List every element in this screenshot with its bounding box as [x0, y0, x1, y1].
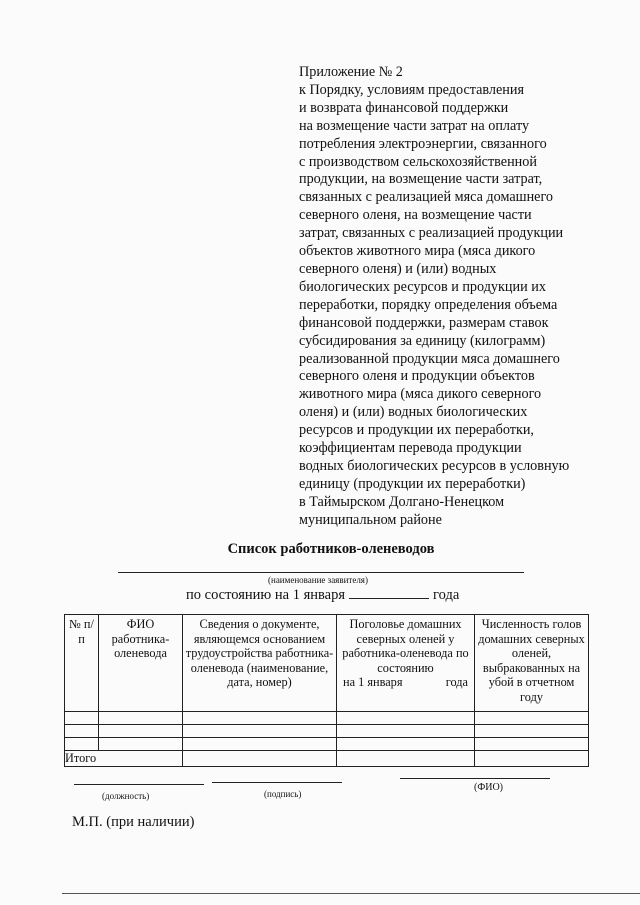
appendix-line: субсидирования за единицу (килограмм)	[299, 332, 546, 349]
header-document: Сведения о документе, являющемся основанием трудоустройства работника-оленевода (наименование, дата, номер)	[183, 615, 337, 712]
appendix-line: ресурсов и продукции их переработки,	[299, 422, 534, 439]
table-cell[interactable]	[183, 738, 337, 751]
applicant-name-line[interactable]	[118, 572, 524, 573]
appendix-line: реализованной продукции мяса домашнего	[299, 350, 560, 367]
table-cell[interactable]	[99, 738, 183, 751]
table-row	[65, 725, 589, 738]
table-cell[interactable]	[65, 712, 99, 725]
table-cell[interactable]	[183, 751, 337, 767]
table-cell[interactable]	[475, 725, 589, 738]
header-livestock-text: Поголовье домашних северных оленей у работника-оленевода по состоянию	[342, 617, 469, 675]
table-cell[interactable]	[99, 725, 183, 738]
total-label: Итого	[65, 751, 183, 767]
appendix-line: животного мира (мяса дикого северного	[299, 386, 542, 403]
appendix-line: единицу (продукции их переработки)	[299, 475, 526, 492]
header-fio: ФИО работника-оленевода	[99, 615, 183, 712]
table-cell[interactable]	[99, 712, 183, 725]
table-cell[interactable]	[475, 751, 589, 767]
appendix-line: с производством сельскохозяйственной	[299, 153, 537, 170]
appendix-line: потребления электроэнергии, связанного	[299, 135, 547, 152]
appendix-line: финансовой поддержки, размерам ставок	[299, 314, 549, 331]
name-line[interactable]	[400, 778, 550, 779]
appendix-line: на возмещение части затрат на оплату	[299, 117, 530, 134]
header-date-suffix: года	[445, 675, 468, 689]
table-cell[interactable]	[183, 725, 337, 738]
table-cell[interactable]	[475, 712, 589, 725]
name-caption: (ФИО)	[474, 782, 504, 793]
table-total-row	[65, 751, 589, 767]
as-of-prefix: по состоянию на 1 января	[186, 587, 346, 603]
appendix-line: переработки, порядку определения объема	[299, 296, 558, 313]
position-caption: (должность)	[102, 791, 150, 801]
header-number: № п/п	[65, 615, 99, 712]
form-title: Список работников-оленеводов	[227, 541, 435, 557]
table-header-row	[65, 615, 589, 712]
stamp-note: М.П. (при наличии)	[72, 814, 195, 830]
appendix-line: северного оленя, на возмещение части	[299, 207, 532, 224]
applicant-caption: (наименование заявителя)	[268, 575, 368, 585]
table-cell[interactable]	[337, 725, 475, 738]
appendix-line: водных биологических ресурсов в условную	[299, 457, 570, 474]
appendix-line: муниципальном районе	[299, 511, 442, 528]
table-cell[interactable]	[65, 725, 99, 738]
appendix-line: северного оленя и продукции объектов	[299, 368, 535, 385]
header-livestock-date	[339, 675, 472, 690]
appendix-line: объектов животного мира (мяса дикого	[299, 243, 536, 260]
appendix-line: в Таймырском Долгано-Ненецком	[299, 493, 505, 510]
appendix-line: и возврата финансовой поддержки	[299, 99, 509, 116]
appendix-line: биологических ресурсов и продукции их	[299, 278, 546, 295]
as-of-year-blank[interactable]	[349, 586, 429, 599]
signature-line[interactable]	[212, 782, 342, 783]
table-row	[65, 738, 589, 751]
appendix-line: коэффициентам перевода продукции	[299, 440, 522, 457]
table-cell[interactable]	[65, 738, 99, 751]
appendix-line: Приложение № 2	[299, 64, 403, 80]
appendix-line: оленя) и (или) водных биологических	[299, 404, 528, 421]
table-cell[interactable]	[475, 738, 589, 751]
appendix-line: к Порядку, условиям предоставления	[299, 81, 525, 98]
as-of-line	[186, 586, 459, 604]
appendix-block	[299, 64, 599, 530]
header-livestock	[337, 615, 475, 712]
appendix-line: связанных с реализацией мяса домашнего	[299, 189, 554, 206]
appendix-line: затрат, связанных с реализацией продукции	[299, 225, 564, 242]
workers-table	[64, 614, 589, 767]
table-cell[interactable]	[337, 712, 475, 725]
as-of-suffix: года	[433, 587, 460, 603]
table-cell[interactable]	[337, 738, 475, 751]
table-cell[interactable]	[183, 712, 337, 725]
bottom-divider	[62, 893, 640, 894]
table-row	[65, 712, 589, 725]
table-cell[interactable]	[337, 751, 475, 767]
header-date-prefix: на 1 января	[343, 675, 403, 689]
appendix-line: продукции, на возмещение части затрат,	[299, 171, 543, 188]
appendix-line: северного оленя) и (или) водных	[299, 260, 497, 277]
header-culled: Численность голов домашних северных оленей, выбракованных на убой в отчетном году	[475, 615, 589, 712]
position-line[interactable]	[74, 784, 204, 785]
signature-caption: (подпись)	[264, 789, 302, 799]
